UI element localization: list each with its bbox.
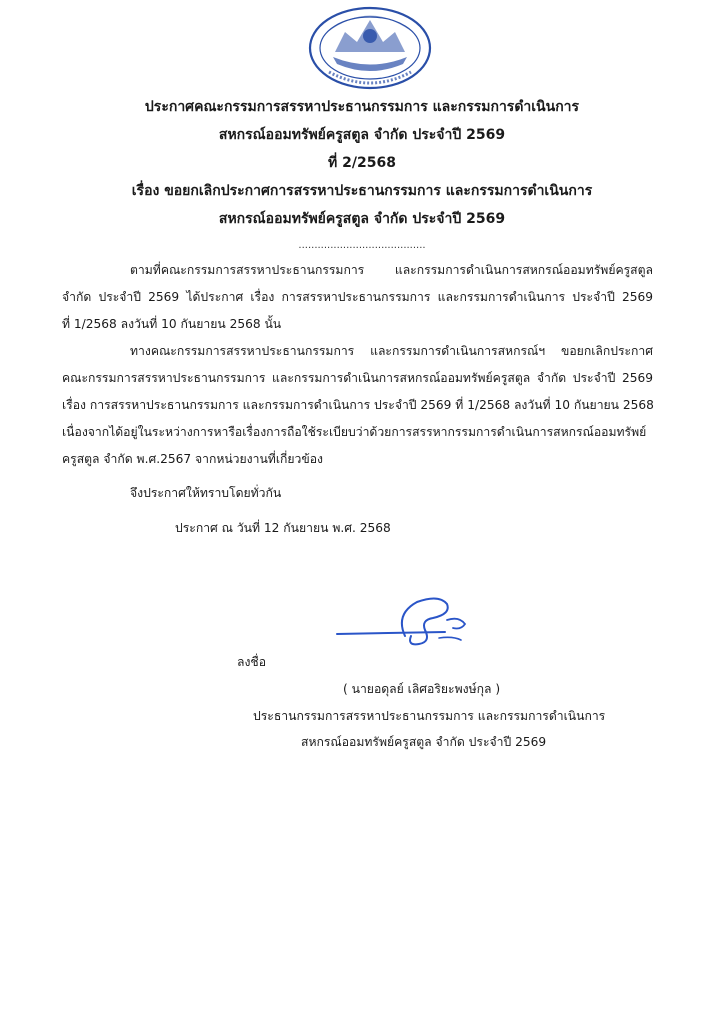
divider-dots: ........................................ — [298, 240, 426, 251]
paragraph-1-line-1: ตามที่คณะกรรมการสรรหาประธานกรรมการ และกรรมการดำเนินการสหกรณ์ออมทรัพย์ครูสตูล — [130, 263, 653, 277]
closing-statement: จึงประกาศให้ทราบโดยทั่วกัน — [130, 486, 282, 500]
seal-emblem-icon — [305, 2, 435, 98]
paragraph-2-line-1: ทางคณะกรรมการสรรหาประธานกรรมการ และกรรมการดำเนินการสหกรณ์ฯ ขอยกเลิกประกาศ — [130, 344, 653, 358]
announcement-number: ที่ 2/2568 — [328, 155, 396, 171]
paragraph-2-line-3: เรื่อง การสรรหาประธานกรรมการ และกรรมการดำเนินการ ประจำปี 2569 ที่ 1/2568 ลงวันที่ 10 กันยายน 2568 — [62, 398, 654, 412]
signer-position-line-1: ประธานกรรมการสรรหาประธานกรรมการ และกรรมการดำเนินการ — [253, 709, 606, 723]
announcement-date: ประกาศ ณ วันที่ 12 กันยายน พ.ศ. 2568 — [175, 521, 391, 535]
handwritten-signature — [335, 592, 475, 652]
paragraph-2-line-5: ครูสตูล จำกัด พ.ศ.2567 จากหน่วยงานที่เกี่ยวข้อง — [62, 452, 323, 466]
subject-line-2: สหกรณ์ออมทรัพย์ครูสตูล จำกัด ประจำปี 2569 — [218, 211, 506, 227]
paragraph-1-line-3: ที่ 1/2568 ลงวันที่ 10 กันยายน 2568 นั้น — [62, 317, 282, 331]
paragraph-2-line-2: คณะกรรมการสรรหาประธานกรรมการ และกรรมการดำเนินการสหกรณ์ออมทรัพย์ครูสตูล จำกัด ประจำปี 2569 — [62, 371, 653, 385]
signer-position-line-2: สหกรณ์ออมทรัพย์ครูสตูล จำกัด ประจำปี 2569 — [301, 735, 547, 749]
header-title-line-1: ประกาศคณะกรรมการสรรหาประธานกรรมการ และกรรมการดำเนินการ — [144, 99, 580, 115]
signature-icon — [335, 592, 475, 652]
sign-label: ลงชื่อ — [237, 655, 267, 669]
paragraph-2-line-4: เนื่องจากได้อยู่ในระหว่างการหารือเรื่องการถือใช้ระเบียบว่าด้วยการสรรหากรรมการดำเนินการสหกรณ์ออมทรัพย์ — [62, 425, 647, 439]
header-title-line-2: สหกรณ์ออมทรัพย์ครูสตูล จำกัด ประจำปี 2569 — [218, 127, 506, 143]
cooperative-seal — [305, 2, 435, 98]
signer-name: ( นายอดุลย์ เลิศอริยะพงษ์กุล ) — [343, 682, 501, 696]
subject-line-1: เรื่อง ขอยกเลิกประกาศการสรรหาประธานกรรมการ และกรรมการดำเนินการ — [131, 183, 593, 199]
paragraph-1-line-2: จำกัด ประจำปี 2569 ได้ประกาศ เรื่อง การสรรหาประธานกรรมการ และกรรมการดำเนินการ ประจำปี 2569 — [62, 290, 653, 304]
